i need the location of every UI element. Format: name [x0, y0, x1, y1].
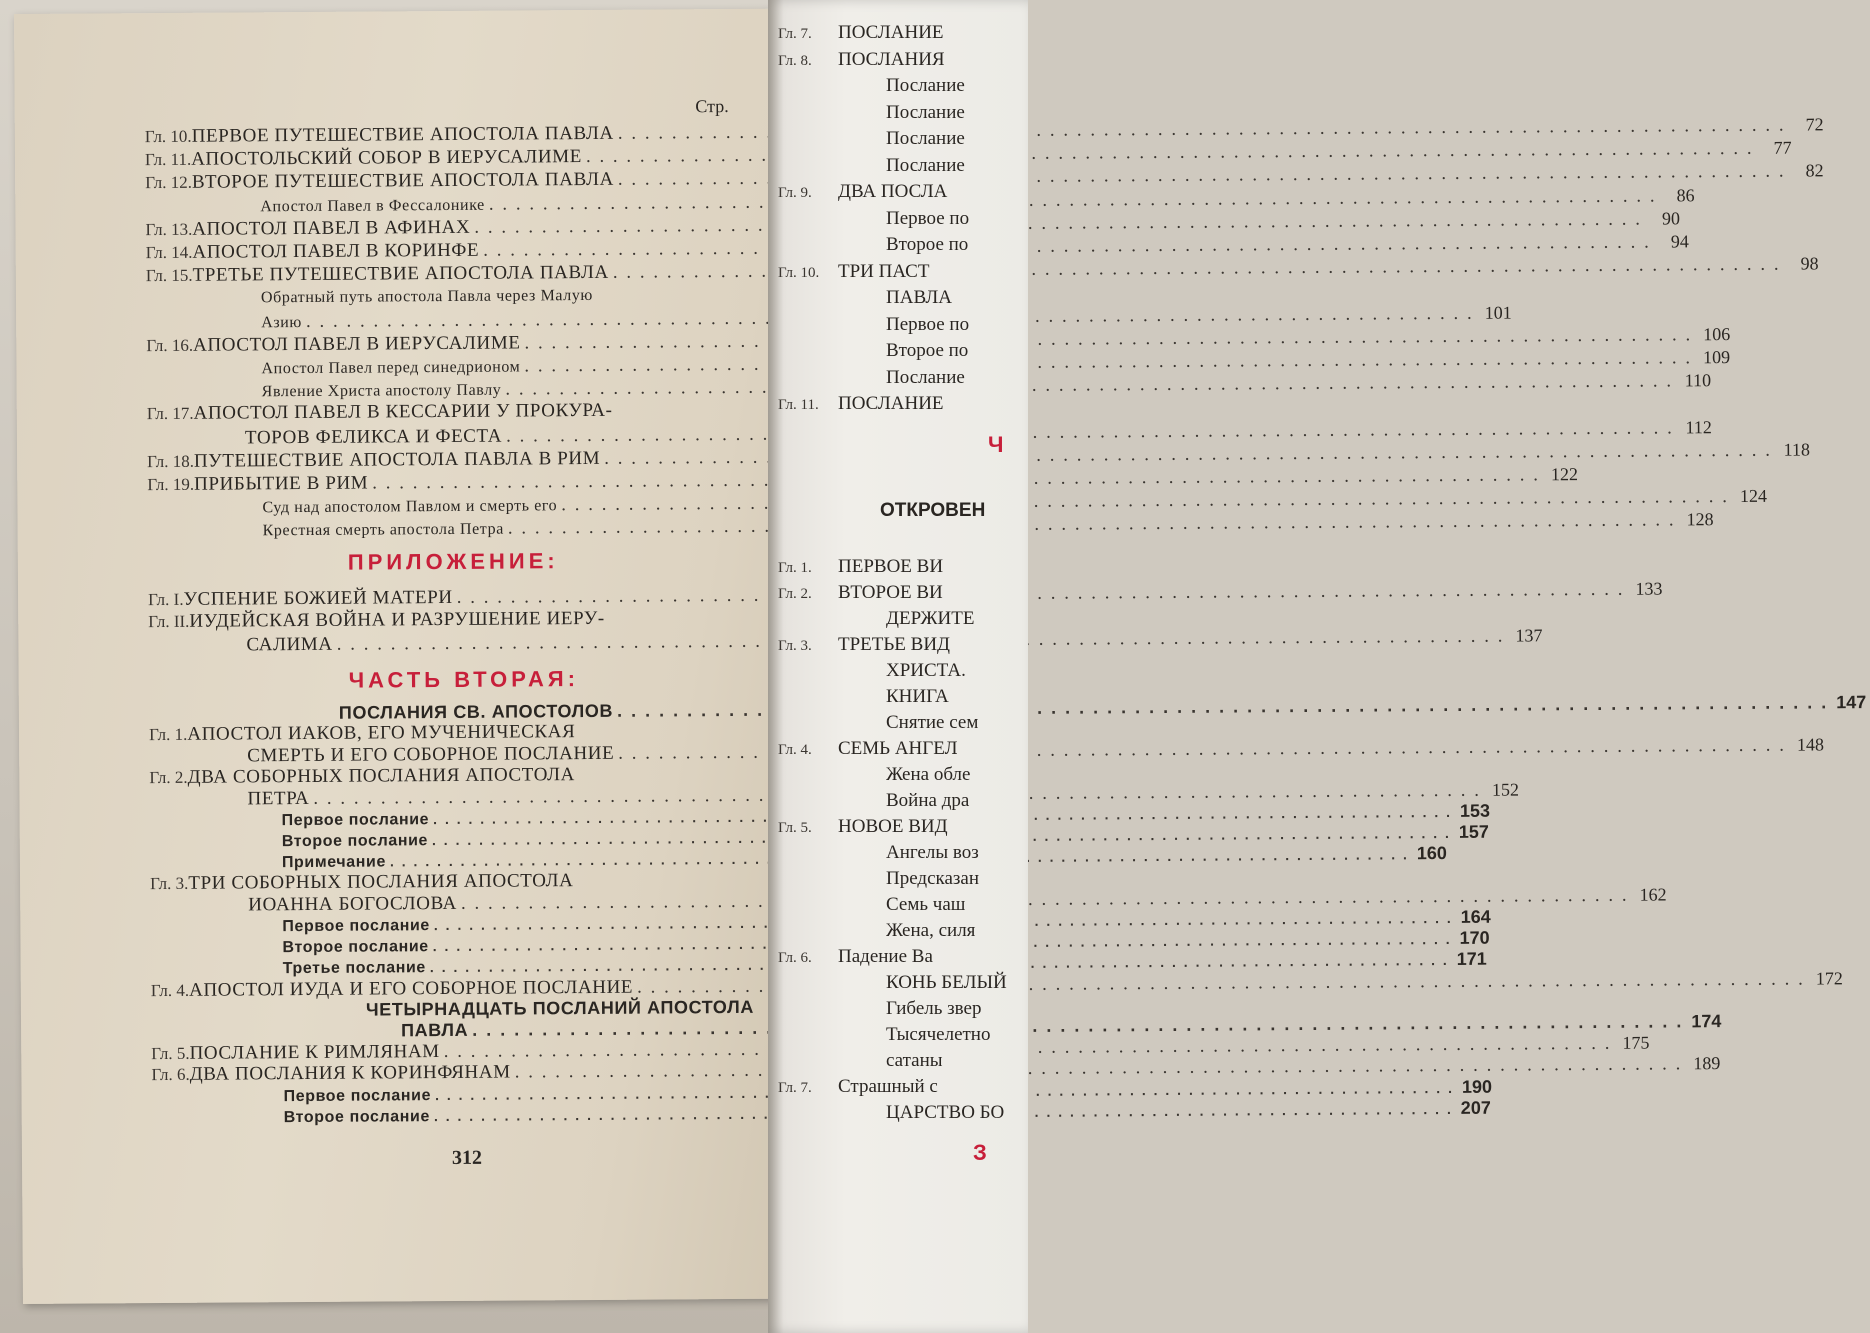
entry-title: КОНЬ БЕЛЫЙ [886, 972, 1007, 993]
entry-title: сатаны [886, 1050, 943, 1071]
chapter-number: Гл. 6. [151, 1065, 190, 1085]
entry-title: УСПЕНИЕ БОЖИЕЙ МАТЕРИ [183, 586, 453, 610]
entry-title: Второе послание [283, 1107, 430, 1126]
entry-title: ЦАРСТВО БО [886, 1102, 1005, 1123]
entry-title: ТРИ ПАСТ [838, 260, 930, 282]
right-toc-entry [778, 393, 944, 415]
part-two-heading: ЧАСТЬ ВТОРАЯ: [348, 666, 580, 693]
entry-title: Азию [261, 313, 303, 331]
entry-title: Послание [886, 366, 965, 388]
entry-title: ПЕТРА [247, 787, 310, 810]
entry-page: 190 [1461, 1076, 1493, 1097]
entry-page: 109 [1702, 347, 1731, 368]
appendix-heading: ПРИЛОЖЕНИЕ: [347, 548, 559, 575]
page-number: 312 [451, 1146, 483, 1169]
chapter-number: Гл. 17. [146, 404, 194, 424]
right-toc-entry [778, 842, 979, 864]
chapter-number: Гл. 3. [778, 638, 812, 654]
red-fragment-1: Ч [988, 432, 1004, 457]
right-toc-entry [778, 920, 975, 942]
revelation-heading: ОТКРОВЕН [880, 500, 986, 521]
entry-title: ДЕРЖИТЕ [886, 608, 975, 629]
chapter-number: Гл. 10. [144, 126, 192, 147]
entry-title: ПОСЛАНИЕ [838, 393, 944, 414]
entry-title: АПОСТОЛ ИУДА И ЕГО СОБОРНОЕ ПОСЛАНИЕ [189, 976, 634, 1001]
right-toc-entry [778, 712, 978, 734]
right-toc-entry [778, 660, 966, 682]
entry-title: Падение Ва [838, 946, 933, 967]
entry-page: 152 [1491, 779, 1520, 800]
chapter-number: Гл. I. [148, 589, 184, 610]
entry-page: 77 [1773, 137, 1792, 158]
chapter-number: Гл. 19. [147, 474, 195, 495]
entry-page: 106 [1703, 323, 1731, 345]
entry-title: Послание [886, 101, 965, 123]
right-toc-entry [778, 1102, 1004, 1124]
right-toc-entry [778, 75, 965, 97]
entry-page: 110 [1684, 370, 1712, 391]
entry-page: 124 [1739, 485, 1768, 507]
right-toc-entry [778, 1076, 938, 1098]
entry-title: АПОСТОЛ ПАВЕЛ В ИЕРУСАЛИМЕ [193, 332, 521, 356]
chapter-number: Гл. 4. [150, 980, 190, 1000]
chapter-number: Гл. 11. [144, 149, 192, 170]
entry-title: Суд над апостолом Павлом и смерть его [262, 497, 558, 517]
entry-title: ИОАННА БОГОСЛОВА [248, 892, 457, 916]
entry-title: Послание [886, 75, 965, 96]
entry-title: ВТОРОЕ ВИ [838, 582, 943, 603]
right-toc-entry [778, 946, 933, 968]
entry-title: Жена обле [886, 764, 971, 785]
right-toc-entry [778, 1024, 990, 1046]
entry-title: ПЕРВОЕ ПУТЕШЕСТВИЕ АПОСТОЛА ПАВЛА [191, 122, 614, 147]
entry-title: Апостол Павел в Фессалонике [260, 196, 485, 215]
entry-title: АПОСТОЛЬСКИЙ СОБОР В ИЕРУСАЛИМЕ [191, 146, 582, 170]
entry-title: САЛИМА [246, 633, 333, 656]
entry-title: Второе по [886, 340, 969, 361]
toc-entry [148, 607, 728, 633]
entry-title: Страшный с [838, 1076, 938, 1097]
chapter-number: Гл. 13. [145, 219, 193, 239]
chapter-number: Гл. 5. [778, 820, 812, 836]
entry-title: Семь чаш [886, 894, 966, 915]
right-toc-entry [778, 22, 944, 44]
right-toc-entry [778, 128, 965, 150]
chapter-number: Гл. 18. [147, 451, 194, 471]
right-toc-entry [778, 340, 968, 362]
entry-title: ИУДЕЙСКАЯ ВОЙНА И РАЗРУШЕНИЕ ИЕРУ- [189, 607, 605, 632]
entry-title: Первое послание [281, 811, 430, 830]
entry-title: АПОСТОЛ ПАВЕЛ В КЕССАРИИ У ПРОКУРА- [193, 400, 613, 425]
entry-page: 86 [1676, 184, 1695, 205]
entry-title: ПАВЛА [886, 287, 952, 308]
chapter-number: Гл. 9. [778, 185, 812, 201]
entry-title: Первое послание [282, 917, 430, 936]
red-fragment-2: З [973, 1140, 987, 1165]
right-toc-entry [778, 261, 929, 283]
right-toc-entry [778, 686, 949, 708]
chapter-number: Гл. 5. [151, 1043, 190, 1064]
right-toc-entry [778, 287, 952, 309]
chapter-number: Гл. 3. [150, 873, 189, 893]
right-page [768, 0, 1028, 1333]
right-toc-entry [778, 155, 965, 177]
right-toc-entry [778, 738, 958, 760]
entry-title: Послание [886, 128, 965, 149]
entry-title: ПЕРВОЕ ВИ [838, 556, 944, 577]
entry-title: Гибель звер [886, 998, 982, 1019]
entry-page: 112 [1685, 416, 1712, 437]
right-toc-entry [778, 868, 979, 890]
entry-page: 122 [1550, 464, 1579, 485]
entry-page: 171 [1456, 949, 1487, 970]
entry-title: ТРЕТЬЕ ПУТЕШЕСТВИЕ АПОСТОЛА ПАВЛА [192, 262, 609, 286]
toc-entry [261, 283, 726, 309]
chapter-number: Гл. 7. [778, 26, 812, 42]
entry-title: Обратный путь апостола Павла через Малую [260, 287, 594, 307]
entry-title: СЕМЬ АНГЕЛ [838, 738, 958, 759]
chapter-number: Гл. 7. [778, 1080, 812, 1096]
entry-title: КНИГА [886, 686, 949, 707]
chapter-number: Гл. 12. [145, 173, 193, 193]
chapter-number: Гл. 1. [148, 724, 188, 745]
entry-title: ПУТЕШЕСТВИЕ АПОСТОЛА ПАВЛА В РИМ [193, 447, 601, 472]
entry-title: Снятие сем [886, 712, 979, 733]
toc-entry [147, 399, 727, 425]
entry-page: 118 [1783, 439, 1810, 460]
entry-title: Первое по [886, 207, 970, 229]
entry-page: 189 [1693, 1053, 1721, 1074]
entry-title: Тысячелетно [886, 1024, 991, 1045]
entry-title: ТРЕТЬЕ ВИД [838, 634, 951, 655]
right-toc-entry [778, 314, 969, 336]
right-toc-entry [778, 998, 981, 1020]
entry-title: ПАВЛА [401, 1019, 469, 1041]
entry-page: 101 [1484, 302, 1512, 323]
entry-page: 172 [1815, 967, 1843, 989]
entry-page: 174 [1691, 1011, 1722, 1032]
entry-title: Ангелы воз [886, 842, 979, 863]
entry-page: 133 [1635, 578, 1663, 599]
entry-title: ЧЕТЫРНАДЦАТЬ ПОСЛАНИЙ АПОСТОЛА [365, 996, 754, 1020]
entry-title: АПОСТОЛ ПАВЕЛ В КОРИНФЕ [192, 239, 480, 263]
entry-title: ВТОРОЕ ПУТЕШЕСТВИЕ АПОСТОЛА ПАВЛА [191, 169, 614, 194]
chapter-number: Гл. II. [148, 611, 190, 632]
right-toc-entry [778, 234, 968, 256]
right-toc-entry [778, 556, 943, 578]
entry-title: Примечание [281, 853, 387, 872]
chapter-number: Гл. 16. [146, 335, 194, 355]
leader-dots [457, 579, 1625, 609]
entry-title: ТОРОВ ФЕЛИКСА И ФЕСТА [244, 425, 503, 448]
entry-title: ПОСЛАНИЕ К РИМЛЯНАМ [189, 1041, 440, 1064]
entry-page: 153 [1459, 800, 1491, 821]
right-toc-entry [778, 764, 970, 786]
entry-title: Первое по [886, 313, 970, 335]
entry-page: 162 [1639, 884, 1667, 905]
entry-title: Первое послание [283, 1086, 432, 1105]
chapter-number: Гл. 15. [145, 265, 193, 286]
entry-page: 160 [1416, 843, 1447, 864]
page-column-label: Стр. [695, 96, 729, 117]
right-toc-entry [778, 894, 965, 916]
entry-title: Третье послание [282, 959, 426, 978]
chapter-number: Гл. 14. [145, 242, 193, 263]
entry-title: СМЕРТЬ И ЕГО СОБОРНОЕ ПОСЛАНИЕ [247, 743, 615, 767]
entry-title: Второе по [886, 234, 969, 255]
chapter-number: Гл. 1. [778, 560, 812, 576]
entry-title: Крестная смерть апостола Петра [262, 520, 504, 540]
entry-title: ХРИСТА. [886, 660, 966, 681]
entry-title: ПРИБЫТИЕ В РИМ [194, 472, 369, 495]
entry-page: 137 [1515, 625, 1543, 646]
right-toc-entry [778, 634, 950, 656]
entry-title: ДВА ПОСЛАНИЯ К КОРИНФЯНАМ [189, 1061, 511, 1086]
entry-title: Второе послание [282, 938, 429, 957]
entry-title: Предсказан [886, 868, 979, 889]
entry-page: 90 [1661, 208, 1681, 229]
entry-page: 72 [1805, 114, 1824, 135]
entry-title: Война дра [886, 790, 970, 811]
right-toc-entry [778, 181, 947, 203]
right-toc-entry [778, 208, 969, 230]
entry-page: 148 [1796, 734, 1825, 755]
right-toc-entry [778, 816, 948, 838]
right-toc-entry [778, 582, 943, 604]
right-toc-entry [778, 608, 974, 630]
chapter-number: Гл. 8. [778, 52, 812, 69]
entry-page: 207 [1460, 1097, 1491, 1118]
entry-page: 128 [1686, 509, 1714, 530]
entry-title: ПОСЛАНИЯ [838, 48, 945, 70]
right-toc-entry [778, 1050, 943, 1072]
entry-title: ТРИ СОБОРНЫХ ПОСЛАНИЯ АПОСТОЛА [188, 869, 574, 894]
chapter-number: Гл. 4. [778, 742, 812, 758]
entry-title: ДВА СОБОРНЫХ ПОСЛАНИЯ АПОСТОЛА [187, 763, 575, 788]
right-toc-entry [778, 367, 965, 389]
entry-title: АПОСТОЛ ПАВЕЛ В АФИНАХ [192, 216, 471, 240]
entry-title: Второе послание [281, 832, 429, 851]
entry-page: 98 [1800, 253, 1819, 274]
right-toc-entry [778, 790, 969, 812]
entry-title: Жена, силя [886, 920, 976, 941]
chapter-number: Гл. 10. [778, 264, 820, 281]
entry-page: 164 [1460, 906, 1491, 927]
right-toc-entry [778, 972, 1007, 994]
chapter-number: Гл. 2. [778, 586, 812, 602]
entry-title: Апостол Павел перед синедрионом [261, 358, 521, 378]
chapter-number: Гл. 6. [778, 950, 812, 966]
entry-title: ПОСЛАНИЯ СВ. АПОСТОЛОВ [338, 700, 614, 723]
toc-entry [244, 416, 1712, 449]
chapter-number: Гл. 2. [149, 767, 188, 787]
right-toc-entry [778, 49, 945, 71]
entry-title: Послание [886, 154, 965, 176]
entry-title: ПОСЛАНИЕ [838, 22, 944, 43]
entry-title: АПОСТОЛ ИАКОВ, ЕГО МУЧЕНИЧЕСКАЯ [187, 721, 576, 745]
entry-title: Явление Христа апостолу Павлу [261, 381, 502, 401]
entry-page: 82 [1805, 160, 1824, 181]
entry-page: 147 [1836, 692, 1867, 713]
right-toc-entry [778, 102, 965, 124]
entry-page: 170 [1459, 927, 1490, 949]
entry-title: ДВА ПОСЛА [838, 181, 948, 202]
chapter-number: Гл. 11. [778, 397, 819, 413]
entry-page: 157 [1458, 821, 1489, 843]
entry-title: НОВОЕ ВИД [838, 816, 948, 837]
entry-page: 94 [1670, 231, 1689, 252]
entry-page: 175 [1622, 1032, 1650, 1053]
